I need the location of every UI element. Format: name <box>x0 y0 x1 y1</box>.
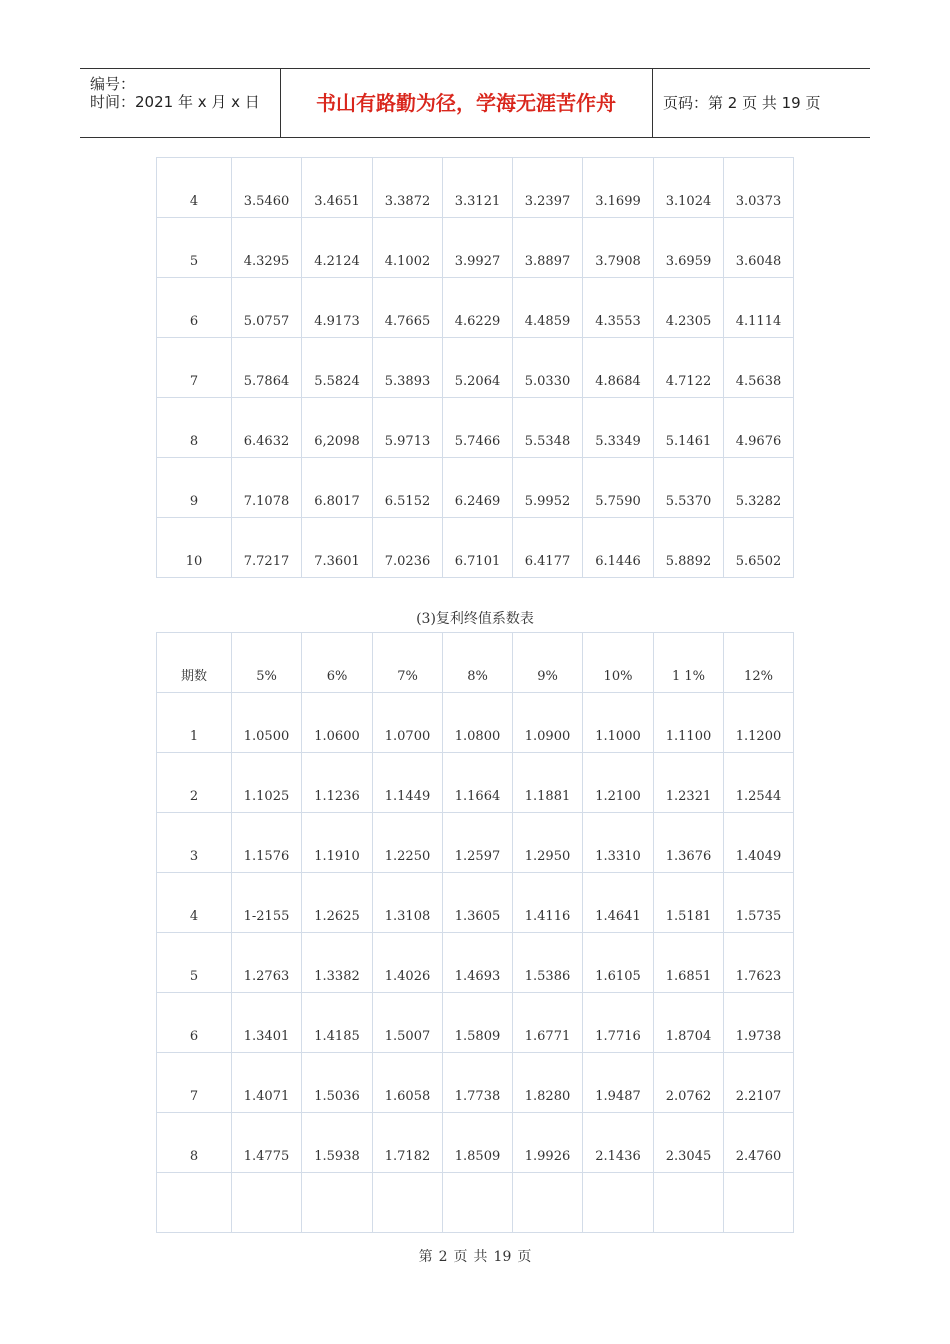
value-cell: 1.5938 <box>302 1113 373 1173</box>
value-cell: 5.0757 <box>232 278 302 338</box>
value-cell: 1.2321 <box>654 753 724 813</box>
value-cell: 1.3401 <box>232 993 302 1053</box>
value-cell: 6.7101 <box>443 518 513 578</box>
value-cell: 7.0236 <box>373 518 443 578</box>
number-label: 编号： <box>90 75 136 93</box>
value-cell: 7.1078 <box>232 458 302 518</box>
table-row <box>157 218 794 278</box>
annuity-table-body <box>157 158 794 578</box>
table-row <box>157 158 794 218</box>
value-cell: 1.4693 <box>443 933 513 993</box>
value-cell: 5.7864 <box>232 338 302 398</box>
table-row <box>157 338 794 398</box>
value-cell: 5.2064 <box>443 338 513 398</box>
compound-interest-table <box>156 632 794 1233</box>
value-cell: 1.9738 <box>724 993 794 1053</box>
rate-header: 1 1% <box>654 633 724 693</box>
value-cell: 3.9927 <box>443 218 513 278</box>
value-cell: 3.1699 <box>583 158 654 218</box>
value-cell: 1.1100 <box>654 693 724 753</box>
table-header-row <box>157 633 794 693</box>
value-cell <box>513 1173 583 1233</box>
value-cell: 5.5348 <box>513 398 583 458</box>
rate-header: 12% <box>724 633 794 693</box>
value-cell: 1.3108 <box>373 873 443 933</box>
table-row <box>157 398 794 458</box>
value-cell: 1.5809 <box>443 993 513 1053</box>
table-row <box>157 278 794 338</box>
value-cell: 2.0762 <box>654 1053 724 1113</box>
value-cell: 1.6851 <box>654 933 724 993</box>
table-row <box>157 1053 794 1113</box>
value-cell: 4.3295 <box>232 218 302 278</box>
value-cell: 4.3553 <box>583 278 654 338</box>
value-cell: 2.1436 <box>583 1113 654 1173</box>
value-cell: 1.2950 <box>513 813 583 873</box>
value-cell: 1.1200 <box>724 693 794 753</box>
value-cell: 1.0500 <box>232 693 302 753</box>
period-header: 期数 <box>157 633 232 693</box>
value-cell: 1.0800 <box>443 693 513 753</box>
period-cell: 6 <box>157 993 232 1053</box>
value-cell: 6.8017 <box>302 458 373 518</box>
value-cell: 1.8704 <box>654 993 724 1053</box>
value-cell: 1.5735 <box>724 873 794 933</box>
rate-header: 7% <box>373 633 443 693</box>
period-cell: 7 <box>157 1053 232 1113</box>
footer-part: 共 <box>473 1249 488 1265</box>
value-cell: 4.1114 <box>724 278 794 338</box>
value-cell: 1.1025 <box>232 753 302 813</box>
value-cell: 1.2597 <box>443 813 513 873</box>
value-cell: 2.4760 <box>724 1113 794 1173</box>
value-cell: 4.9676 <box>724 398 794 458</box>
value-cell: 3.6048 <box>724 218 794 278</box>
value-cell: 1.9926 <box>513 1113 583 1173</box>
value-cell: 5.5824 <box>302 338 373 398</box>
value-cell <box>302 1173 373 1233</box>
value-cell <box>373 1173 443 1233</box>
value-cell: 1.4775 <box>232 1113 302 1173</box>
value-cell: 1.8280 <box>513 1053 583 1113</box>
value-cell: 1.5036 <box>302 1053 373 1113</box>
table-row <box>157 1173 794 1233</box>
header-motto: 书山有路勤为径，学海无涯苦作舟 <box>280 69 653 137</box>
value-cell: 1.6058 <box>373 1053 443 1113</box>
value-cell: 5.9713 <box>373 398 443 458</box>
period-cell: 8 <box>157 398 232 458</box>
value-cell: 1.4185 <box>302 993 373 1053</box>
value-cell: 4.5638 <box>724 338 794 398</box>
period-cell: 5 <box>157 933 232 993</box>
value-cell: 2.3045 <box>654 1113 724 1173</box>
value-cell: 5.8892 <box>654 518 724 578</box>
value-cell: 6,2098 <box>302 398 373 458</box>
table-row <box>157 518 794 578</box>
value-cell <box>232 1173 302 1233</box>
table-row <box>157 753 794 813</box>
footer-part: 页 <box>517 1249 532 1265</box>
value-cell: 5.3349 <box>583 398 654 458</box>
value-cell: 1.8509 <box>443 1113 513 1173</box>
value-cell: 1.7623 <box>724 933 794 993</box>
table-row <box>157 993 794 1053</box>
value-cell: 1.0700 <box>373 693 443 753</box>
value-cell: 1.4049 <box>724 813 794 873</box>
compound-interest-table-body <box>157 633 794 1233</box>
value-cell: 5.3893 <box>373 338 443 398</box>
footer-part: 第 <box>418 1249 433 1265</box>
value-cell: 1.1881 <box>513 753 583 813</box>
page-header <box>80 68 870 138</box>
value-cell: 1.5181 <box>654 873 724 933</box>
value-cell <box>443 1173 513 1233</box>
annuity-table-continued <box>156 157 794 578</box>
value-cell: 1.4116 <box>513 873 583 933</box>
table-row <box>157 458 794 518</box>
value-cell: 4.7122 <box>654 338 724 398</box>
rate-header: 10% <box>583 633 654 693</box>
value-cell: 1.0900 <box>513 693 583 753</box>
value-cell: 4.2124 <box>302 218 373 278</box>
value-cell: 1.5007 <box>373 993 443 1053</box>
value-cell: 1-2155 <box>232 873 302 933</box>
value-cell: 1.1236 <box>302 753 373 813</box>
value-cell: 1.2544 <box>724 753 794 813</box>
value-cell: 3.1024 <box>654 158 724 218</box>
value-cell: 5.7466 <box>443 398 513 458</box>
value-cell: 1.3676 <box>654 813 724 873</box>
value-cell: 1.9487 <box>583 1053 654 1113</box>
value-cell: 3.3872 <box>373 158 443 218</box>
value-cell: 4.6229 <box>443 278 513 338</box>
table-row <box>157 813 794 873</box>
value-cell: 5.0330 <box>513 338 583 398</box>
value-cell: 3.6959 <box>654 218 724 278</box>
value-cell: 1.7738 <box>443 1053 513 1113</box>
value-cell: 5.5370 <box>654 458 724 518</box>
value-cell: 5.3282 <box>724 458 794 518</box>
value-cell: 1.6771 <box>513 993 583 1053</box>
period-cell: 4 <box>157 873 232 933</box>
value-cell: 1.6105 <box>583 933 654 993</box>
value-cell: 4.1002 <box>373 218 443 278</box>
period-cell: 10 <box>157 518 232 578</box>
value-cell: 4.2305 <box>654 278 724 338</box>
value-cell: 1.1449 <box>373 753 443 813</box>
value-cell: 3.7908 <box>583 218 654 278</box>
value-cell: 4.9173 <box>302 278 373 338</box>
value-cell: 1.2250 <box>373 813 443 873</box>
table-row <box>157 873 794 933</box>
value-cell: 1.0600 <box>302 693 373 753</box>
value-cell: 3.5460 <box>232 158 302 218</box>
value-cell: 1.7182 <box>373 1113 443 1173</box>
value-cell: 5.1461 <box>654 398 724 458</box>
value-cell: 1.4071 <box>232 1053 302 1113</box>
period-cell: 2 <box>157 753 232 813</box>
value-cell: 1.1576 <box>232 813 302 873</box>
value-cell <box>654 1173 724 1233</box>
period-cell: 8 <box>157 1113 232 1173</box>
date-label: 时间：2021 年 x 月 x 日 <box>90 93 260 111</box>
value-cell: 5.7590 <box>583 458 654 518</box>
period-cell: 5 <box>157 218 232 278</box>
header-page-label: 页码：第 2 页 共 19 页 <box>663 94 821 112</box>
footer-page-number: 2 <box>438 1249 448 1265</box>
header-meta-cell <box>80 69 281 137</box>
value-cell: 4.4859 <box>513 278 583 338</box>
value-cell <box>583 1173 654 1233</box>
rate-header: 8% <box>443 633 513 693</box>
table-caption: (3)复利终值系数表 <box>416 611 534 627</box>
value-cell: 7.3601 <box>302 518 373 578</box>
value-cell: 1.1000 <box>583 693 654 753</box>
table-row <box>157 693 794 753</box>
value-cell: 4.8684 <box>583 338 654 398</box>
value-cell: 6.4177 <box>513 518 583 578</box>
footer-part: 页 <box>453 1249 468 1265</box>
period-cell: 9 <box>157 458 232 518</box>
period-cell: 3 <box>157 813 232 873</box>
footer-total-pages: 19 <box>493 1249 512 1265</box>
period-cell: 4 <box>157 158 232 218</box>
table-row <box>157 933 794 993</box>
value-cell: 1.1910 <box>302 813 373 873</box>
value-cell: 5.9952 <box>513 458 583 518</box>
value-cell: 1.2100 <box>583 753 654 813</box>
value-cell: 6.2469 <box>443 458 513 518</box>
value-cell: 1.2625 <box>302 873 373 933</box>
value-cell: 1.7716 <box>583 993 654 1053</box>
value-cell: 1.2763 <box>232 933 302 993</box>
value-cell: 4.7665 <box>373 278 443 338</box>
value-cell: 1.5386 <box>513 933 583 993</box>
value-cell: 3.8897 <box>513 218 583 278</box>
rate-header: 9% <box>513 633 583 693</box>
value-cell: 3.2397 <box>513 158 583 218</box>
value-cell: 3.3121 <box>443 158 513 218</box>
period-cell: 1 <box>157 693 232 753</box>
value-cell: 6.1446 <box>583 518 654 578</box>
rate-header: 6% <box>302 633 373 693</box>
page-footer <box>0 1246 950 1266</box>
period-cell <box>157 1173 232 1233</box>
period-cell: 7 <box>157 338 232 398</box>
value-cell: 3.4651 <box>302 158 373 218</box>
value-cell: 1.3605 <box>443 873 513 933</box>
table-row <box>157 1113 794 1173</box>
value-cell: 1.4641 <box>583 873 654 933</box>
rate-header: 5% <box>232 633 302 693</box>
value-cell: 6.5152 <box>373 458 443 518</box>
value-cell: 1.1664 <box>443 753 513 813</box>
value-cell: 6.4632 <box>232 398 302 458</box>
value-cell: 2.2107 <box>724 1053 794 1113</box>
value-cell: 1.3382 <box>302 933 373 993</box>
value-cell: 5.6502 <box>724 518 794 578</box>
value-cell: 3.0373 <box>724 158 794 218</box>
value-cell: 1.3310 <box>583 813 654 873</box>
value-cell <box>724 1173 794 1233</box>
value-cell: 7.7217 <box>232 518 302 578</box>
period-cell: 6 <box>157 278 232 338</box>
value-cell: 1.4026 <box>373 933 443 993</box>
